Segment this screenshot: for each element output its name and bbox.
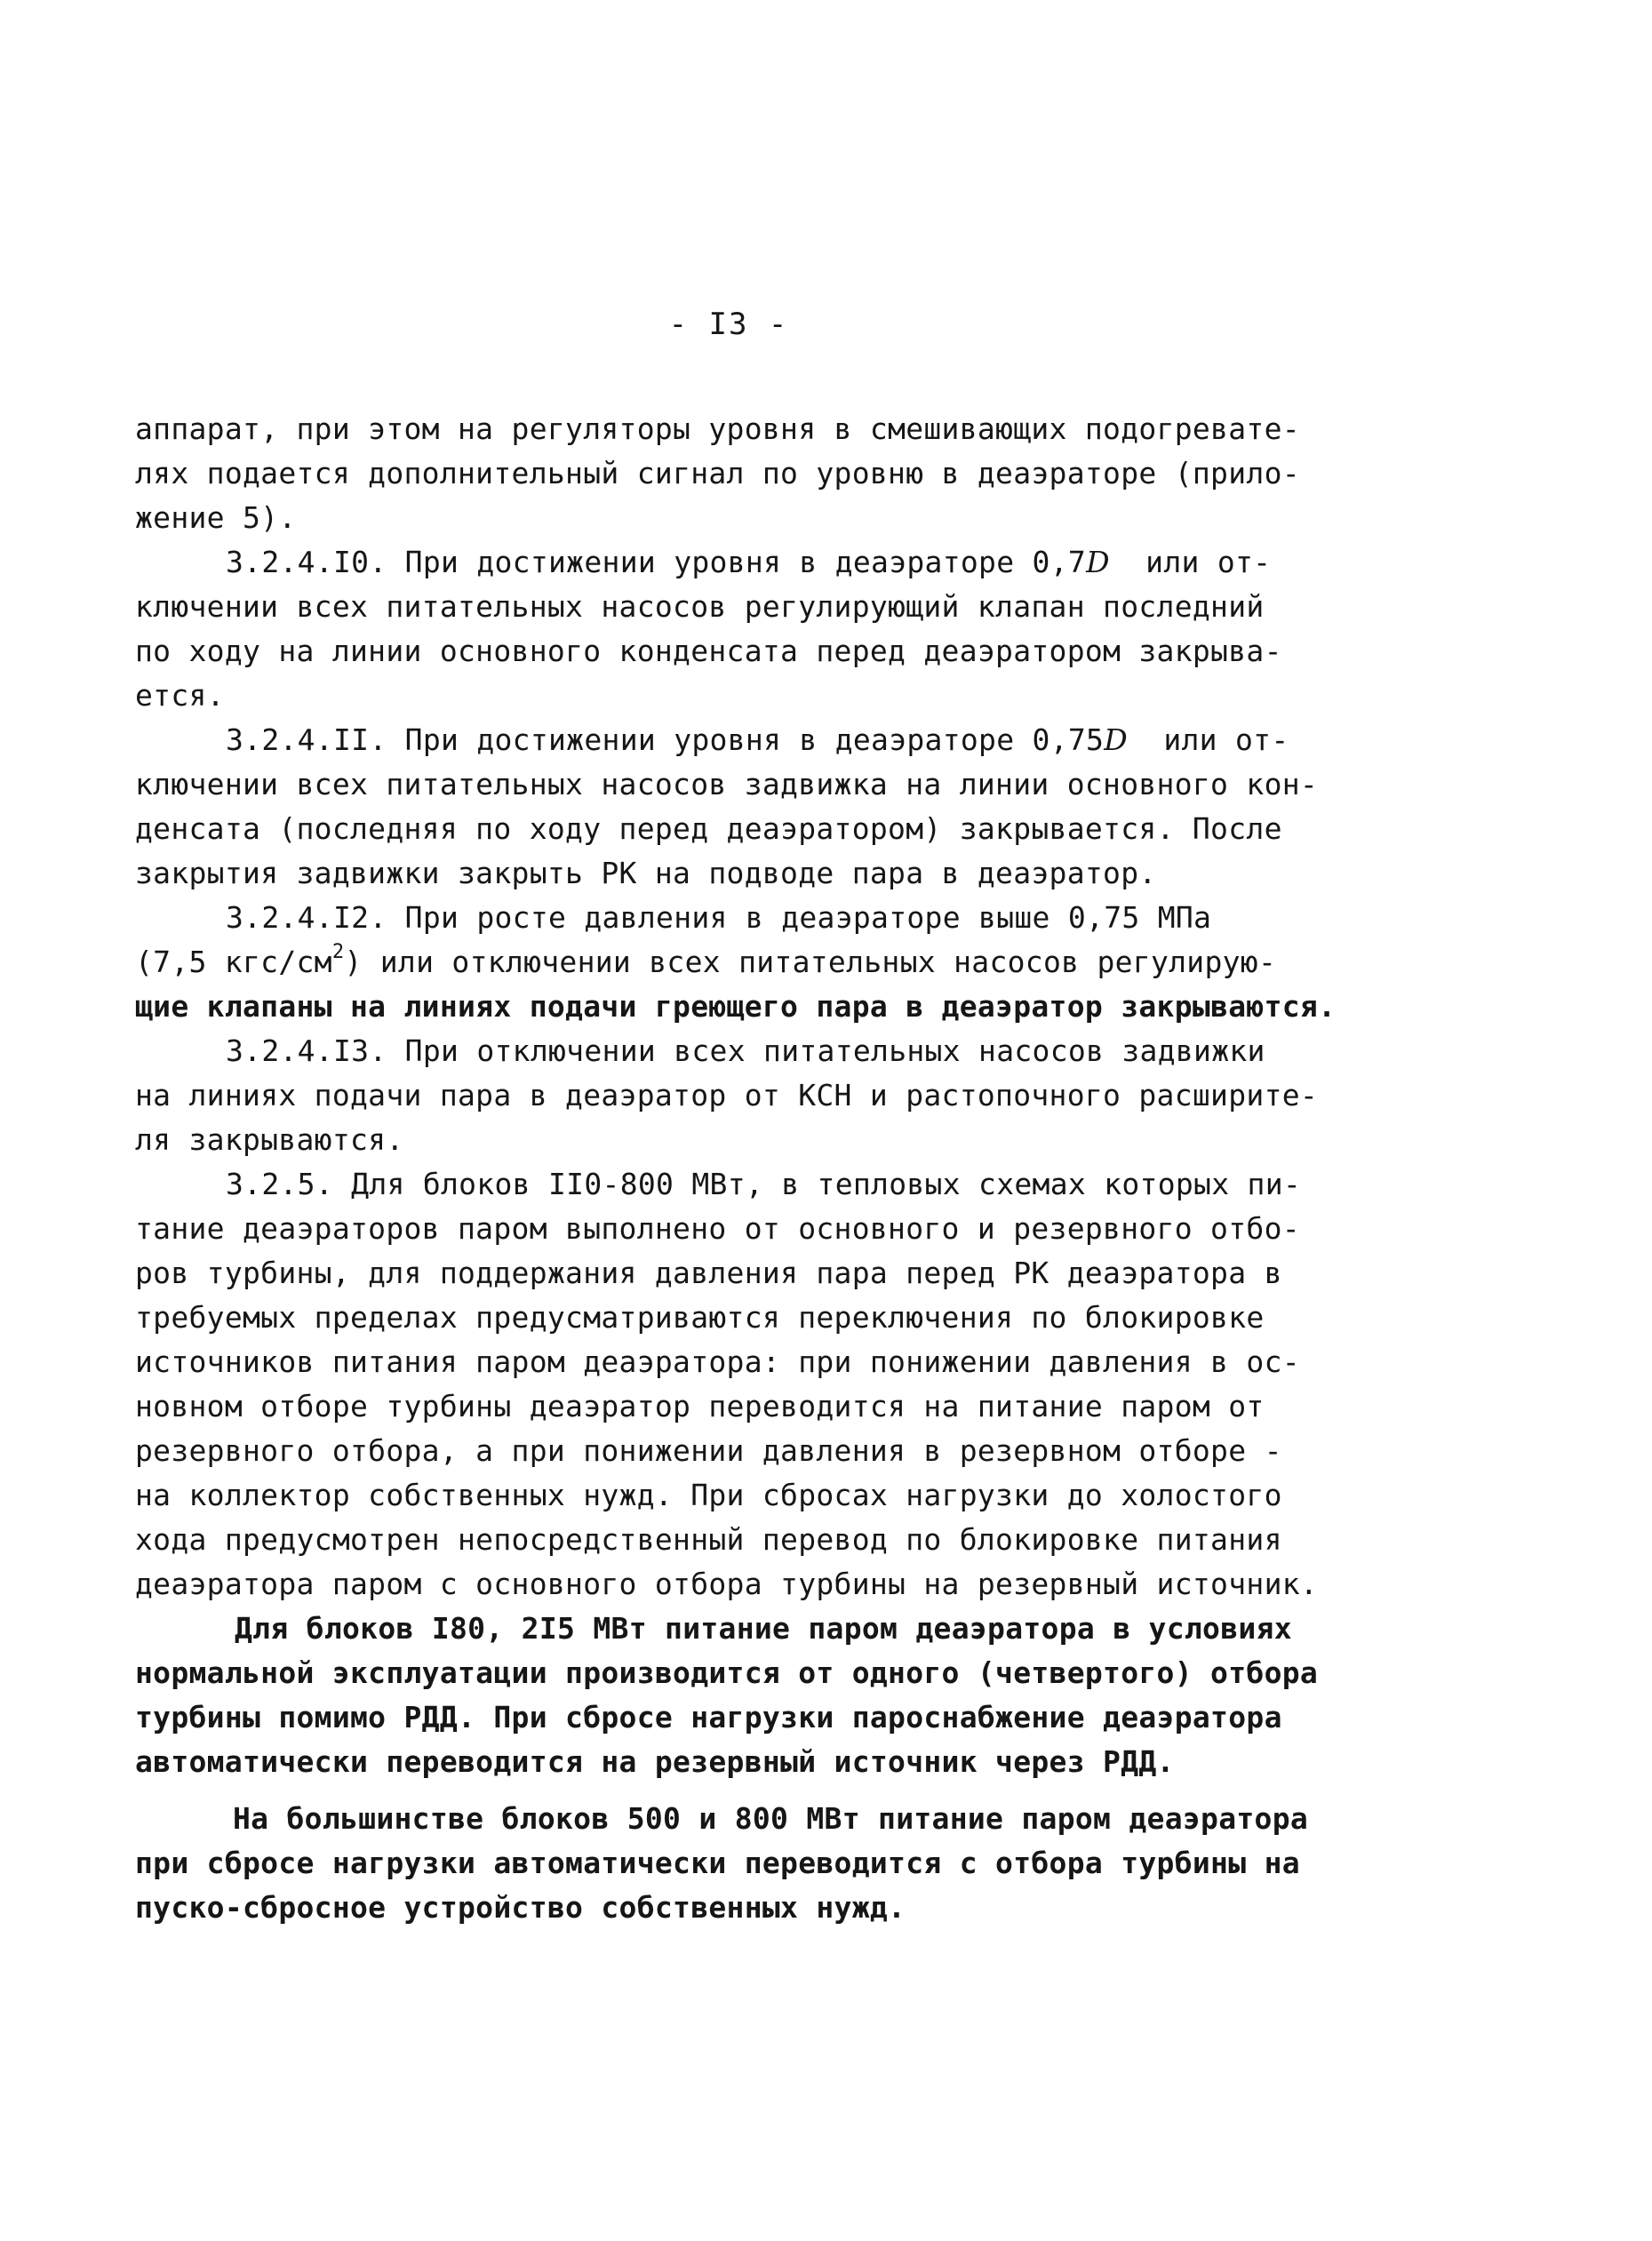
body-text (135, 407, 1379, 1930)
paragraph-blocks-180-215: Для блоков I80, 2I5 МВт питание паром деаэратора в условиях (235, 1611, 1292, 1646)
variable-d: D (1104, 722, 1128, 757)
text-line: по ходу на линии основного конденсата перед деаэратором закрыва- (135, 634, 1282, 668)
text-line: ключении всех питательных насосов задвижка на линии основного кон- (135, 767, 1319, 801)
text-line: закрытия задвижки закрыть РК на подводе пара в деаэратор. (135, 856, 1157, 890)
text-line: ля закрываются. (135, 1122, 404, 1157)
variable-d: D (1086, 545, 1110, 579)
text-line: пуско-сбросное устройство собственных нужд. (135, 1890, 906, 1925)
text-line: при сбросе нагрузки автоматически переводится с отбора турбины на (135, 1846, 1300, 1880)
text-line: турбины помимо РДД. При сбросе нагрузки пароснабжение деаэратора (135, 1700, 1282, 1735)
text-line: хода предусмотрен непосредственный перевод по блокировке питания (135, 1522, 1282, 1557)
text-line: лях подается дополнительный сигнал по уровню в деаэраторе (прило- (135, 456, 1300, 490)
clause-text-tail: или от- (1127, 722, 1289, 757)
text-line: требуемых пределах предусматриваются переключения по блокировке (135, 1300, 1265, 1335)
text-line: щие клапаны на линиях подачи греющего пара в деаэратор закрываются. (135, 989, 1337, 1024)
text-line: аппарат, при этом на регуляторы уровня в смешивающих подогревате- (135, 411, 1300, 446)
text-line: на линиях подачи пара в деаэратор от КСН и растопочного расширите- (135, 1078, 1319, 1113)
paragraph-blocks-500-800: На большинстве блоков 500 и 800 МВт питание паром деаэратора (233, 1801, 1309, 1836)
text-line: жение 5). (135, 500, 297, 535)
text-line: деаэратора паром с основного отбора турбины на резервный источник. (135, 1567, 1319, 1601)
text-line: на коллектор собственных нужд. При сбросах нагрузки до холостого (135, 1478, 1282, 1512)
text-line: автоматически переводится на резервный источник через РДД. (135, 1744, 1175, 1779)
text-line: резервного отбора, а при понижении давления в резервном отборе - (135, 1433, 1282, 1468)
text-fragment: (7,5 кгс/см (135, 945, 332, 979)
clause-text-tail: или от- (1109, 545, 1272, 579)
clause-3-2-4-12: 3.2.4.I2. При росте давления в деаэраторе выше 0,75 МПа (226, 900, 1212, 935)
text-line: нормальной эксплуатации производится от одного (четвертого) отбора (135, 1655, 1319, 1690)
clause-text: 3.2.4.II. При достижении уровня в деаэраторе 0,75 (226, 722, 1105, 757)
text-line: ров турбины, для поддержания давления пара перед РК деаэратора в (135, 1256, 1282, 1290)
text-line: новном отборе турбины деаэратор переводится на питание паром от (135, 1389, 1265, 1424)
clause-3-2-4-13: 3.2.4.I3. При отключении всех питательных насосов задвижки (226, 1033, 1265, 1068)
text-line: источников питания паром деаэратора: при понижении давления в ос- (135, 1344, 1300, 1379)
page-number: - I3 - (668, 307, 789, 342)
clause-3-2-5: 3.2.5. Для блоков II0-800 МВт, в тепловых схемах которых пи- (226, 1167, 1302, 1201)
superscript: 2 (331, 941, 345, 963)
text-line: ключении всех питательных насосов регулирующий клапан последний (135, 589, 1265, 624)
clause-3-2-4-11 (135, 718, 1379, 762)
text-line-with-superscript (135, 940, 1379, 985)
text-fragment: ) или отключении всех питательных насосов регулирую- (344, 945, 1277, 979)
text-line: денсата (последняя по ходу перед деаэратором) закрывается. После (135, 811, 1282, 846)
text-line: тание деаэраторов паром выполнено от основного и резервного отбо- (135, 1211, 1300, 1246)
text-line: ется. (135, 678, 225, 713)
clause-3-2-4-10 (135, 540, 1379, 585)
clause-text: 3.2.4.I0. При достижении уровня в деаэраторе 0,7 (226, 545, 1087, 579)
